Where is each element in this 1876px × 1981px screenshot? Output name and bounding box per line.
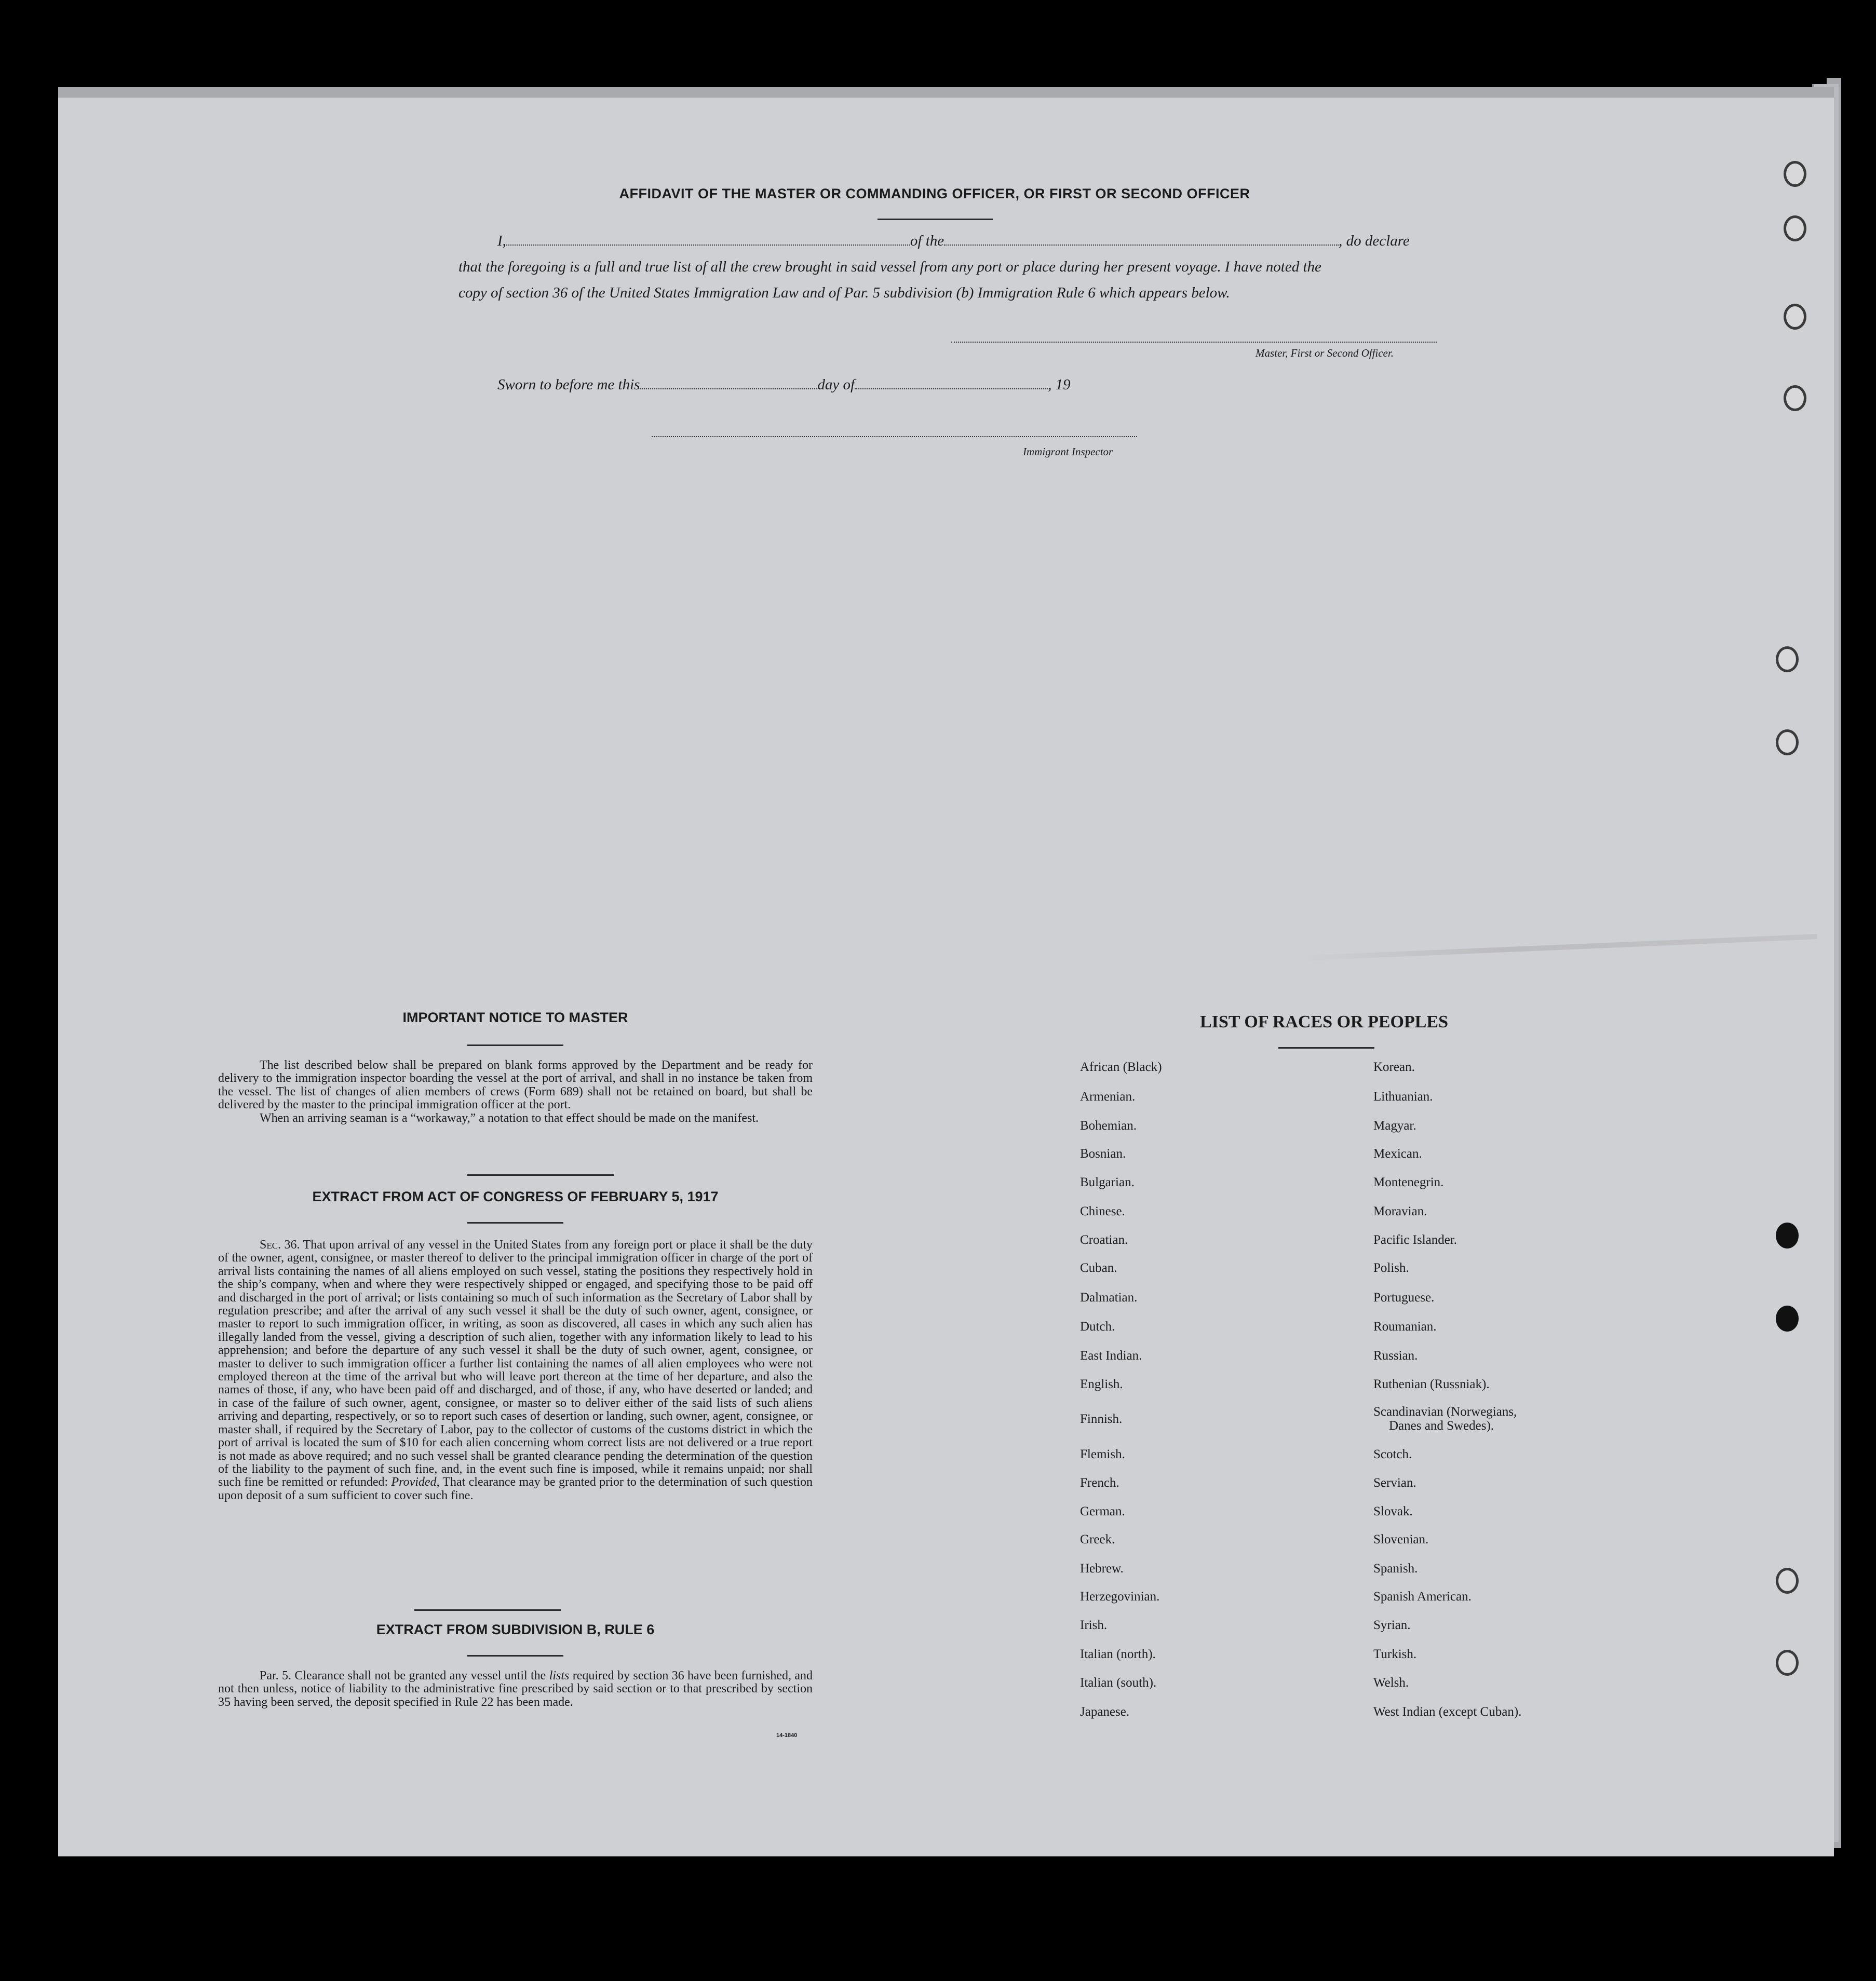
race-item: Polish. bbox=[1373, 1261, 1409, 1275]
race-item: Italian (north). bbox=[1080, 1647, 1156, 1661]
divider bbox=[878, 219, 993, 220]
race-item: Scandinavian (Norwegians, bbox=[1373, 1405, 1517, 1419]
section-label: Sec. 36. bbox=[260, 1238, 300, 1252]
sworn-label: Sworn to before me this bbox=[497, 376, 640, 393]
race-item: Mexican. bbox=[1373, 1147, 1422, 1161]
punch-hole bbox=[1784, 385, 1806, 411]
notice-paragraph-1: The list described below shall be prepared on blank forms approved by the Department and be ready for delivery to the immigration inspector boarding the vessel at the port of arrival, and shall in no instance be taken from the vessel. The list of changes of alien members of crews (Form 689) shall not be retained on board, but shall be delivered by the master to the principal immigration officer at the port. bbox=[218, 1059, 813, 1112]
sworn-month-field[interactable] bbox=[855, 388, 1048, 389]
act-body-end: That clearance may be granted prior to the determination of such question upon deposit of a sum sufficient to cover such fine. bbox=[218, 1475, 813, 1502]
race-item: Moravian. bbox=[1373, 1204, 1427, 1218]
notice-paragraph-2: When an arriving seaman is a “workaway,” a notation to that effect should be made on the manifest. bbox=[260, 1111, 759, 1125]
race-item: Irish. bbox=[1080, 1618, 1108, 1632]
race-item: Cuban. bbox=[1080, 1261, 1117, 1275]
vessel-name-field[interactable] bbox=[944, 245, 1339, 246]
race-item: Greek. bbox=[1080, 1532, 1115, 1546]
vessel-label: of the bbox=[910, 233, 944, 249]
page-top-strip bbox=[58, 87, 1834, 99]
rule-text-2: required by section 36 have been furnished, and not then unless, notice of liability to the administrative fine prescribed by said section or to that prescribed by section 35 having been served, the deposit specified in Rule 22 has been made. bbox=[218, 1669, 813, 1709]
sworn-line bbox=[497, 376, 1071, 394]
race-item: Dutch. bbox=[1080, 1320, 1115, 1334]
notice-title: IMPORTANT NOTICE TO MASTER bbox=[402, 1010, 628, 1025]
rule-text-1: Par. 5. Clearance shall not be granted any vessel until the bbox=[260, 1669, 549, 1683]
race-item: Welsh. bbox=[1373, 1676, 1409, 1690]
race-item: Hebrew. bbox=[1080, 1562, 1124, 1576]
divider bbox=[467, 1174, 614, 1176]
race-item: English. bbox=[1080, 1377, 1123, 1391]
race-item: German. bbox=[1080, 1504, 1125, 1518]
provided-word: Provided, bbox=[391, 1475, 440, 1489]
race-item: East Indian. bbox=[1080, 1349, 1142, 1363]
race-item: Japanese. bbox=[1080, 1705, 1130, 1719]
rule-extract-title: EXTRACT FROM SUBDIVISION B, RULE 6 bbox=[376, 1622, 655, 1637]
punch-hole bbox=[1776, 1223, 1799, 1249]
declare-text: , do declare bbox=[1339, 233, 1410, 249]
officer-caption: Master, First or Second Officer. bbox=[1256, 347, 1394, 359]
affidavit-line-3: copy of section 36 of the United States Immigration Law and of Par. 5 subdivision (b) Immigration Rule 6 which appears below. bbox=[458, 284, 1230, 301]
races-title: LIST OF RACES OR PEOPLES bbox=[1199, 1012, 1448, 1032]
race-item: Finnish. bbox=[1080, 1412, 1123, 1426]
race-item: Ruthenian (Russniak). bbox=[1373, 1377, 1490, 1391]
form-page bbox=[58, 98, 1834, 1856]
race-item: Russian. bbox=[1373, 1349, 1418, 1363]
inspector-signature-field[interactable] bbox=[652, 436, 1137, 437]
punch-hole bbox=[1776, 1650, 1799, 1676]
race-item: West Indian (except Cuban). bbox=[1373, 1705, 1522, 1719]
race-item: Italian (south). bbox=[1080, 1676, 1157, 1690]
race-item: Montenegrin. bbox=[1373, 1175, 1444, 1189]
form-number: 14-1840 bbox=[776, 1732, 798, 1739]
rule-extract-text bbox=[218, 1670, 813, 1709]
act-body: That upon arrival of any vessel in the United States from any foreign port or place it shall be the duty of the owner, agent, consignee, or master thereof to deliver to the principal immigration officer in charge of the port of arrival lists containing the names of all aliens employed on such vessel, stating the positions they respectively hold in the ship’s company, when and where they were respectively shipped or engaged, and specifying those to be paid off and discharged in the port of arrival; or lists containing so much of such information as the Secretary of Labor shall by regulation prescribe; and after the arrival of any such vessel it shall be the duty of such owner, agent, consignee, or master to report to such immigration officer, in writing, as soon as discovered, all cases in which any such alien has illegally landed from the vessel, giving a description of such alien, together with any information likely to lead to his apprehension; and before the departure of any such vessel it shall be the duty of such owner, agent, consignee, or master to deliver to such immigration officer a further list containing the names of all alien employees who were not employed thereon at the time of the arrival but who will leave port thereon at the time of her departure, and also the names of those, if any, who have been paid off and discharged, and of those, if any, who have deserted or landed; and in case of the failure of such owner, agent, consignee, or master so to deliver either of the said lists of such aliens arriving and departing, respectively, or so to report such cases of desertion or landing, such owner, agent, consignee, or master shall, if required by the Secretary of Labor, pay to the collector of customs of the customs district in which the port of arrival is located the sum of $10 for each alien concerning whom correct lists are not delivered or a true report is not made as above required; and no such vessel shall be granted clearance pending the determination of the question of the liability to the payment of such fine, and, in the event such fine is imposed, while it remains unpaid; nor shall such fine be remitted or refunded: bbox=[218, 1238, 813, 1489]
race-item: Flemish. bbox=[1080, 1447, 1125, 1461]
punch-hole bbox=[1776, 729, 1799, 755]
race-item: Roumanian. bbox=[1373, 1320, 1437, 1334]
race-item: Dalmatian. bbox=[1080, 1291, 1138, 1305]
race-item: Magyar. bbox=[1373, 1119, 1416, 1133]
punch-hole bbox=[1776, 646, 1799, 672]
race-item: Herzegovinian. bbox=[1080, 1590, 1160, 1604]
divider bbox=[467, 1222, 563, 1224]
sworn-date-field[interactable] bbox=[640, 388, 817, 389]
act-extract-text bbox=[218, 1239, 813, 1502]
race-item: Turkish. bbox=[1373, 1647, 1417, 1661]
lists-word: lists bbox=[549, 1669, 570, 1683]
affidavit-line-1 bbox=[497, 233, 1410, 250]
punch-hole bbox=[1776, 1306, 1799, 1332]
race-item: Portuguese. bbox=[1373, 1291, 1435, 1305]
race-item: Korean. bbox=[1373, 1060, 1415, 1074]
punch-hole bbox=[1784, 161, 1806, 187]
race-item: Spanish. bbox=[1373, 1562, 1418, 1576]
race-item: French. bbox=[1080, 1476, 1119, 1490]
race-item: Syrian. bbox=[1373, 1618, 1411, 1632]
day-of-label: day of bbox=[817, 376, 855, 393]
declarant-label: I, bbox=[497, 233, 506, 249]
race-item: Lithuanian. bbox=[1373, 1090, 1433, 1104]
race-item: Bulgarian. bbox=[1080, 1175, 1135, 1189]
race-item: Bosnian. bbox=[1080, 1147, 1126, 1161]
race-item: Armenian. bbox=[1080, 1090, 1136, 1104]
punch-hole bbox=[1784, 304, 1806, 330]
officer-signature-field[interactable] bbox=[951, 342, 1437, 343]
divider bbox=[414, 1609, 561, 1611]
affidavit-title: AFFIDAVIT OF THE MASTER OR COMMANDING OFFICER, OR FIRST OR SECOND OFFICER bbox=[619, 186, 1250, 201]
race-item: Chinese. bbox=[1080, 1204, 1125, 1218]
act-extract-title: EXTRACT FROM ACT OF CONGRESS OF FEBRUARY 5, 1917 bbox=[312, 1189, 719, 1204]
race-item: Danes and Swedes). bbox=[1389, 1419, 1494, 1433]
race-item: Spanish American. bbox=[1373, 1590, 1472, 1604]
declarant-name-field[interactable] bbox=[506, 245, 910, 246]
punch-hole bbox=[1776, 1568, 1799, 1594]
race-item: Slovenian. bbox=[1373, 1532, 1429, 1546]
race-item: Bohemian. bbox=[1080, 1119, 1137, 1133]
race-item: Scotch. bbox=[1373, 1447, 1412, 1461]
affidavit-line-2: that the foregoing is a full and true list of all the crew brought in said vessel from any port or place during her present voyage. I have noted the bbox=[458, 259, 1321, 275]
race-item: Pacific Islander. bbox=[1373, 1233, 1457, 1247]
divider bbox=[467, 1044, 563, 1046]
race-item: Slovak. bbox=[1373, 1504, 1413, 1518]
inspector-caption: Immigrant Inspector bbox=[1023, 445, 1113, 458]
race-item: African (Black) bbox=[1080, 1060, 1162, 1074]
punch-hole bbox=[1784, 215, 1806, 241]
divider bbox=[1278, 1047, 1374, 1049]
divider bbox=[467, 1655, 563, 1657]
year-label: , 19 bbox=[1048, 376, 1071, 393]
race-item: Croatian. bbox=[1080, 1233, 1128, 1247]
race-item: Servian. bbox=[1373, 1476, 1416, 1490]
notice-text bbox=[218, 1059, 813, 1125]
